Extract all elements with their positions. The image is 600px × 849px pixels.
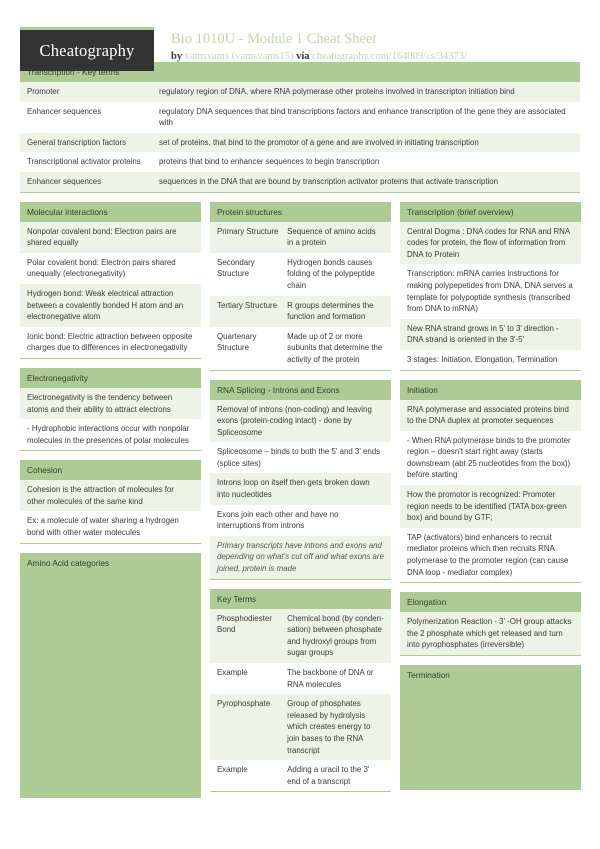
row-text: Nonpolar covalent bond: Electron pairs are shared equally [27, 226, 177, 248]
table-row [20, 511, 201, 542]
row-text: Polar covalent bond: Electron pairs shared unequally (electronegativity) [27, 257, 176, 279]
card-amino-acid-categories [20, 553, 201, 798]
table-row [20, 82, 580, 102]
row-text: Primary transcripts have introns and exons and depending on what's cut off and what exons are joined, protein is made [217, 540, 384, 574]
row-definition: regulatory region of DNA, where RNA polymerase other proteins involved in transcripton initiation bind [159, 87, 515, 96]
card-termination [400, 665, 581, 790]
row-text: - When RNA polymerase binds to the promoter region – doesn't start right away (starts downstream (abt 25 nucleotides from the box)) before starting [407, 435, 571, 480]
card-transcription-overview [400, 202, 581, 371]
table-row [20, 327, 201, 358]
card-title: Initiation [400, 380, 581, 400]
table-row [210, 253, 391, 296]
table-row [400, 528, 581, 582]
cheatography-logo[interactable] [20, 27, 154, 71]
columns-container [20, 202, 580, 807]
table-row [20, 388, 201, 419]
card-title: RNA Splicing - Introns and Exons [210, 380, 391, 400]
table-row [400, 350, 581, 370]
row-text: Transcription: mRNA carries instructions for making polypepetides from DNA, DNA serves a template for polypoptide synthesis (transcribed from DNA to mRNA) [407, 269, 573, 314]
table-row [400, 264, 581, 318]
by-label: by [171, 51, 183, 62]
row-text: Ionic bond: Electric attraction between opposite charges due to differences in electronegativity [27, 331, 193, 353]
card-title: Molecular interactions [20, 202, 201, 222]
column-right [400, 202, 581, 799]
card-rna-splicing [210, 380, 391, 580]
page-header [20, 0, 580, 62]
row-text: Ex: a molecule of water sharing a hydrogen bond with other water molecules [27, 516, 179, 538]
card-initiation [400, 380, 581, 584]
row-text: Central Dogma : DNA codes for RNA and RNA codes for protein, the flow of information from DNA to Protein [407, 226, 570, 259]
row-text: TAP (activators) bind enhancers to recruit mediator proteins which then recruits RNA polymerase to the promoter region (can cause DNA loop - mediator complex) [407, 532, 569, 577]
card-key-terms [210, 589, 391, 793]
card-electronegativity [20, 368, 201, 451]
row-text: 3 stages: Initiation, Elongation, Termination [407, 354, 558, 364]
row-definition: sequences in the DNA that are bound by transcription activator proteins that activate transcription [159, 176, 499, 186]
table-row [210, 505, 391, 536]
card-molecular-interactions [20, 202, 201, 359]
row-definition: Chemical bond (by condensation) between phosphate and hydroxyl groups from sugar groups [287, 613, 384, 658]
table-row [20, 152, 580, 172]
table-row [20, 284, 201, 327]
row-term: Pyrophosphate [217, 699, 271, 709]
table-row [20, 419, 201, 450]
row-definition: set of proteins, that bind to the promotor of a gene and are involved in initiating transcription [159, 137, 479, 147]
row-text: New RNA strand grows in 5' to 3' direction - DNA strand is oriented in the 3'-5' [407, 323, 559, 345]
card-body [210, 222, 391, 371]
table-row [210, 694, 391, 760]
row-text: Cohesion is the attraction of molecules for other molecules of the same kind [27, 485, 174, 506]
card-transcription-key-terms [20, 62, 580, 193]
table-row [400, 319, 581, 350]
column-left [20, 202, 201, 807]
row-text: Spliceosome – binds to both the 5' and 3' ends (splice sites) [217, 447, 381, 468]
table-row [20, 222, 201, 253]
row-term: Enhancer sequences [27, 106, 102, 116]
row-text: Hydrogen bond: Weak electrical attraction between a covalently bonded H atom and an electronegative atom [27, 288, 184, 322]
row-text: Electronegativity is the tendency between atoms and their ability to attract electrons [27, 392, 173, 414]
row-definition: Adding a uracil to the 3' end of a transcript [287, 765, 370, 786]
card-empty-body [20, 573, 201, 798]
table-row [210, 609, 391, 663]
row-term: Phosphodiester Bond [217, 613, 272, 635]
table-row [400, 400, 581, 431]
card-body [210, 609, 391, 793]
logo-box[interactable] [20, 30, 154, 71]
table-row [20, 253, 201, 284]
card-elongation [400, 592, 581, 656]
card-title: Protein structures [210, 202, 391, 222]
card-empty-body [400, 685, 581, 790]
source-url-link[interactable]: cheatography.com/164009/cs/34373/ [312, 51, 467, 62]
table-row [210, 663, 391, 694]
table-row [210, 442, 391, 473]
card-title: Cohesion [20, 460, 201, 480]
row-text: How the promotor is recognized: Promoter region needs to be identified (TATA box-green box) and bound by GTF; [407, 490, 567, 523]
row-term: Example [217, 765, 248, 775]
table-row [20, 102, 580, 133]
card-title: Amino Acid categories [20, 553, 201, 573]
table-row [210, 400, 391, 443]
row-text: - Hydrophobic interactions occur with nonpolar molecules in the presences of polar molecules [27, 424, 190, 445]
row-definition: R groups determines the function and formation [287, 300, 374, 322]
via-label: via [296, 51, 310, 62]
row-term: Promoter [27, 87, 60, 96]
table-row [400, 612, 581, 655]
row-text: RNA polymerase and associated proteins bind to the DNA duplex at promoter sequences [407, 404, 569, 426]
card-body [210, 400, 391, 580]
table-row [210, 473, 391, 504]
row-definition: regulatory DNA sequences that bind transcriptions factors and enhance transcription of the gene they are associated with [159, 106, 566, 128]
card-cohesion [20, 460, 201, 543]
author-link[interactable]: vamsvams (vamsvams15) [184, 51, 294, 62]
logo-text: Cheatography [39, 40, 135, 60]
page-title: Bio 1010U - Module 1 Cheat Sheet [171, 31, 377, 47]
table-row [210, 222, 391, 253]
row-term: Tertiary Structure [217, 300, 278, 310]
card-title: Transcription - Key terms [20, 62, 580, 82]
card-body [400, 612, 581, 656]
table-row [400, 431, 581, 485]
row-text: Polymerization Reaction - 3' -OH group attacks the 2 phosphate which get released and turn into pyrophosphates (irreversible) [407, 617, 572, 650]
row-definition: Hydrogen bonds causes folding of the polypeptide chain [287, 257, 375, 290]
title-block [154, 27, 580, 64]
card-title: Key Terms [210, 589, 391, 609]
row-term: Enhancer sequences [27, 176, 102, 186]
column-middle [210, 202, 391, 802]
row-term: Transcriptional activator proteins [27, 157, 141, 167]
row-term: Primary Structure [217, 226, 279, 236]
table-row [20, 172, 580, 192]
row-definition: proteins that bind to enhancer sequences to begin transcription [159, 157, 380, 167]
card-title: Elongation [400, 592, 581, 612]
table-row [400, 222, 581, 265]
row-term: Example [217, 668, 248, 677]
card-body [20, 82, 580, 193]
card-body [400, 222, 581, 371]
card-title: Electronegativity [20, 368, 201, 388]
row-text: Removal of introns (non-coding) and leaving exons (protein-coding intact) - done by Spliceosome [217, 404, 372, 437]
row-term: Secondary Structure [217, 257, 255, 279]
row-definition: Sequence of amino acids in a protein [287, 226, 376, 248]
card-protein-structures [210, 202, 391, 371]
row-text: Exons join each other and have no interruptions from introns [217, 509, 339, 531]
table-row [20, 133, 580, 153]
byline [171, 49, 580, 64]
row-term: Quartenary Structure [217, 331, 257, 353]
table-row [400, 485, 581, 528]
table-row [210, 296, 391, 327]
row-term: General transcription factors [27, 137, 127, 147]
row-text: Introns loop on itself then gets broken down into nucleotides [217, 478, 370, 500]
card-body [20, 480, 201, 543]
card-body [20, 388, 201, 451]
card-body [20, 222, 201, 359]
table-row [210, 327, 391, 370]
row-definition: The backbone of DNA or RNA molecules [287, 668, 374, 689]
table-row [210, 760, 391, 791]
row-definition: Group of phosphates released by hydrolysis which creates energy to join bases to the RNA transcript [287, 699, 371, 755]
card-title: Transcription (brief overview) [400, 202, 581, 222]
table-row [20, 480, 201, 511]
card-title: Termination [400, 665, 581, 685]
row-definition: Made up of 2 or more subunits that determine the activity of the protein [287, 331, 383, 364]
table-row [210, 536, 391, 579]
card-body [400, 400, 581, 584]
